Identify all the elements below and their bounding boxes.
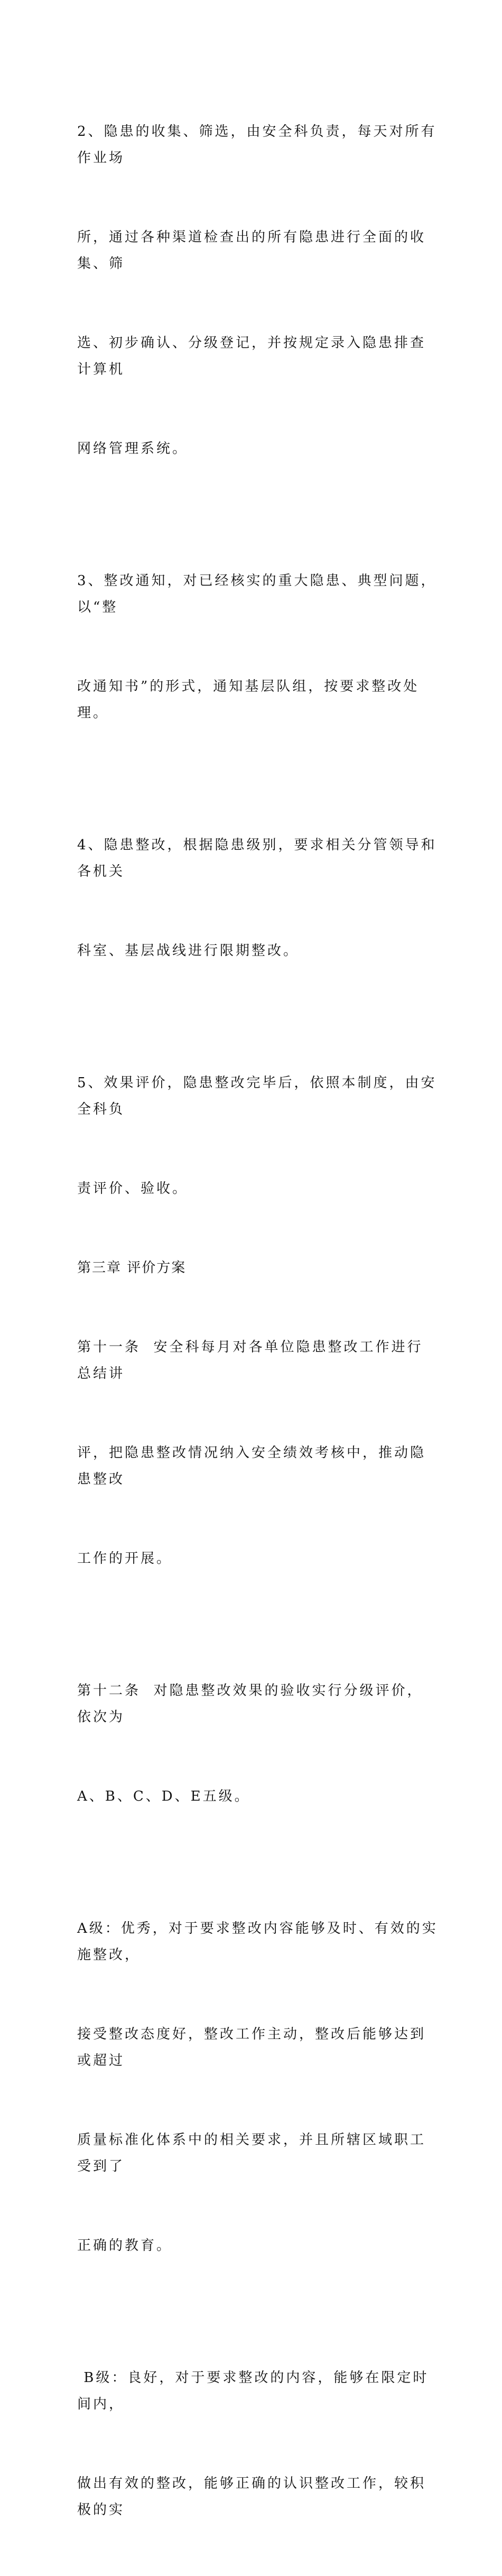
paragraph-item-3 — [77, 515, 439, 779]
text-line: 接受整改态度好，整改工作主动，整改后能够达到或超过 — [77, 2026, 426, 2069]
text-line: A级：优秀，对于要求整改内容能够及时、有效的实施整改， — [77, 1921, 438, 1963]
text-line: B级：良好，对于要求整改的内容，能够在限定时间内， — [77, 2370, 429, 2412]
paragraph-item-2 — [77, 66, 439, 515]
text-line: 质量标准化体系中的相关要求，并且所辖区域职工受到了 — [77, 2132, 426, 2174]
paragraph-grade-a — [77, 1862, 439, 2312]
text-line: 选、初步确认、分级登记，并按规定录入隐患排查计算机 — [77, 335, 426, 377]
text-line: 3、整改通知，对已经核实的重大隐患、典型问题，以“整 — [77, 573, 437, 615]
paragraph-item-4 — [77, 779, 439, 1017]
chapter-heading — [77, 1255, 439, 1281]
text-line: 做出有效的整改，能够正确的认识整改工作，较积极的实 — [77, 2476, 426, 2518]
heading-line: 第三章 评价方案 — [77, 1260, 187, 1276]
paragraph-grade-b — [77, 2312, 439, 2576]
paragraph-article-11 — [77, 1281, 439, 1625]
document-body — [77, 66, 439, 2576]
text-line: 4、隐患整改，根据隐患级别，要求相关分管领导和各机关 — [77, 837, 437, 879]
text-line: 科室、基层战线进行限期整改。 — [77, 943, 300, 959]
text-line: 工作的开展。 — [77, 1551, 173, 1567]
text-line: 5、效果评价，隐患整改完毕后，依照本制度，由安全科负 — [77, 1075, 437, 1117]
text-line: 第十二条 对隐患整改效果的验收实行分级评价，依次为 — [77, 1683, 423, 1725]
text-line: 网络管理系统。 — [77, 441, 189, 457]
text-line: 第十一条 安全科每月对各单位隐患整改工作进行总结讲 — [77, 1339, 423, 1382]
text-line: 评，把隐患整改情况纳入安全绩效考核中，推动隐患整改 — [77, 1445, 426, 1487]
text-line: 所，通过各种渠道检查出的所有隐患进行全面的收集、筛 — [77, 229, 426, 272]
paragraph-item-5 — [77, 1017, 439, 1255]
text-line: 正确的教育。 — [77, 2238, 173, 2254]
paragraph-article-12 — [77, 1625, 439, 1862]
text-line: 责评价、验收。 — [77, 1181, 189, 1197]
text-line: A、B、C、D、E五级。 — [77, 1789, 250, 1804]
text-line: 改通知书”的形式，通知基层队组，按要求整改处理。 — [77, 679, 420, 721]
text-line: 2、隐患的收集、筛选，由安全科负责，每天对所有作业场 — [77, 124, 437, 166]
